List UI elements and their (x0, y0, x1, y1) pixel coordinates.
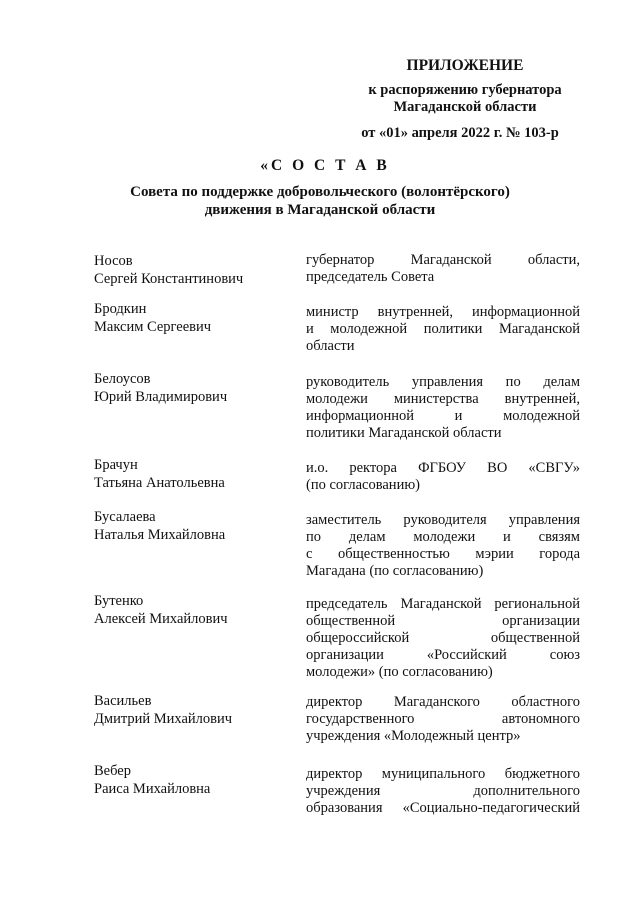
member-name (94, 592, 284, 628)
member-name (94, 456, 284, 492)
member-role (306, 252, 580, 286)
member-given-names: Сергей Константинович (94, 271, 244, 287)
member-role (306, 694, 580, 745)
member-given-names: Юрий Владимирович (94, 389, 228, 405)
member-role (306, 374, 580, 442)
role-line: и молодежной политики Магаданской (306, 321, 580, 337)
role-line: организации «Российский союз (306, 647, 580, 663)
member-surname: Бутенко (94, 593, 144, 609)
role-line: председатель Совета (306, 269, 435, 285)
member-given-names: Раиса Михайловна (94, 781, 211, 797)
appendix-title: ПРИЛОЖЕНИЕ (406, 57, 524, 74)
role-line: Магадана (по согласованию) (306, 563, 484, 579)
appendix-line: к распоряжению губернатора (368, 82, 562, 98)
role-line: председатель Магаданской региональной (306, 596, 580, 612)
member-surname: Бродкин (94, 301, 147, 317)
document-heading-sub (0, 183, 640, 219)
member-surname: Носов (94, 253, 133, 269)
member-given-names: Татьяна Анатольевна (94, 475, 225, 491)
role-line: (по согласованию) (306, 477, 420, 493)
role-line: молодежи министерства внутренней, (306, 391, 580, 407)
role-line: учреждения «Молодежный центр» (306, 728, 521, 744)
heading-line: Совета по поддержке добровольческого (волонтёрского) (130, 184, 510, 200)
member-role (306, 460, 580, 494)
role-line: общественной организации (306, 613, 580, 629)
appendix-block (280, 56, 580, 142)
member-role (306, 766, 580, 817)
role-line: молодежи» (по согласованию) (306, 664, 493, 680)
role-line: образования «Социально-педагогический (306, 800, 580, 816)
role-line: по делам молодежи и связям (306, 529, 580, 545)
member-name (94, 300, 284, 336)
role-line: директор муниципального бюджетного (306, 766, 580, 782)
member-name (94, 762, 284, 798)
member-surname: Брачун (94, 457, 138, 473)
role-line: губернатор Магаданской области, (306, 252, 580, 268)
appendix-date-line: от «01» апреля 2022 г. № 103-р (361, 125, 559, 141)
member-role (306, 596, 580, 681)
member-given-names: Максим Сергеевич (94, 319, 212, 335)
role-line: общероссийской общественной (306, 630, 580, 646)
appendix-line: Магаданской области (393, 99, 537, 115)
role-line: министр внутренней, информационной (306, 304, 580, 320)
member-name (94, 252, 284, 288)
member-given-names: Дмитрий Михайлович (94, 711, 233, 727)
role-line: и.о. ректора ФГБОУ ВО «СВГУ» (306, 460, 580, 476)
role-line: заместитель руководителя управления (306, 512, 580, 528)
role-line: информационной и молодежной (306, 408, 580, 424)
member-given-names: Наталья Михайловна (94, 527, 226, 543)
role-line: политики Магаданской области (306, 425, 502, 441)
role-line: директор Магаданского областного (306, 694, 580, 710)
role-line: учреждения дополнительного (306, 783, 580, 799)
member-surname: Вебер (94, 763, 131, 779)
member-given-names: Алексей Михайлович (94, 611, 228, 627)
member-name (94, 370, 284, 406)
role-line: с общественностью мэрии города (306, 546, 580, 562)
role-line: государственного автономного (306, 711, 580, 727)
member-name (94, 508, 284, 544)
member-name (94, 692, 284, 728)
member-role (306, 304, 580, 355)
member-surname: Белоусов (94, 371, 151, 387)
member-role (306, 512, 580, 580)
heading-sostav: «С О С Т А В (260, 157, 390, 174)
document-heading (0, 156, 640, 176)
member-surname: Васильев (94, 693, 152, 709)
heading-line: движения в Магаданской области (204, 202, 436, 218)
role-line: области (306, 338, 355, 354)
role-line: руководитель управления по делам (306, 374, 580, 390)
member-surname: Бусалаева (94, 509, 156, 525)
